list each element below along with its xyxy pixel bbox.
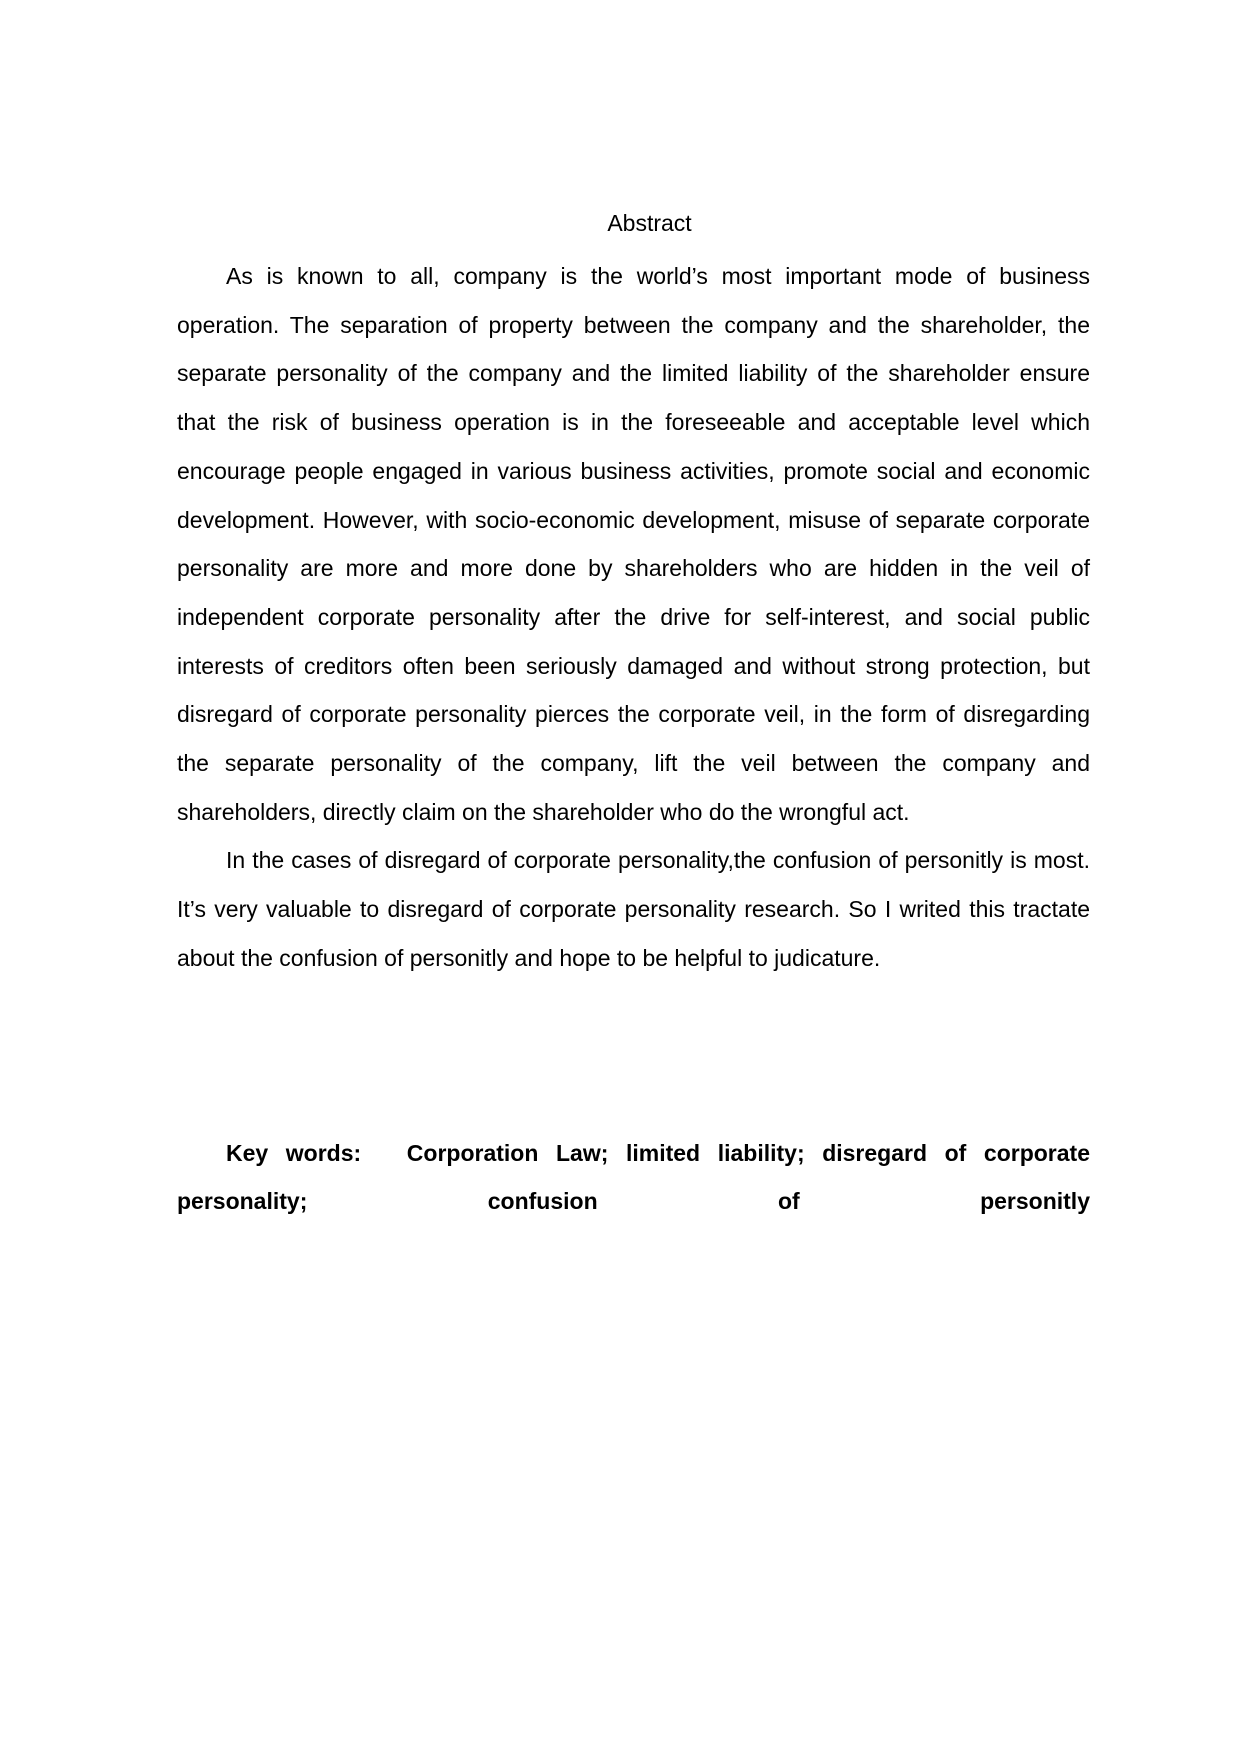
abstract-section — [177, 204, 1090, 1226]
keywords-block — [177, 1129, 1090, 1226]
abstract-paragraph-2: In the cases of disregard of corporate personality,the confusion of personitly is most. It’s very valuable to disregard of corporate personality research. So I writed this tractate about the confusion of personitly and hope to be helpful to judicature. — [177, 847, 1090, 971]
keywords-label: Key words: — [226, 1139, 362, 1166]
keywords-text: Corporation Law; limited liability; disregard of corporate personality; confusion of personitly — [177, 1139, 1090, 1215]
abstract-title: Abstract — [607, 210, 692, 236]
abstract-paragraph-1: As is known to all, company is the world’s most important mode of business operation. The separation of property between the company and the shareholder, the separate personality of the company and the limited liability of the shareholder ensure that the risk of business operation is in the foreseeable and acceptable level which encourage people engaged in various business activities, promote social and economic development. However, with socio-economic development, misuse of separate corporate personality are more and more done by shareholders who are hidden in the veil of independent corporate personality after the drive for self-interest, and social public interests of creditors often been seriously damaged and without strong protection, but disregard of corporate personality pierces the corporate veil, in the form of disregarding the separate personality of the company, lift the veil between the company and shareholders, directly claim on the shareholder who do the wrongful act. — [177, 263, 1090, 825]
